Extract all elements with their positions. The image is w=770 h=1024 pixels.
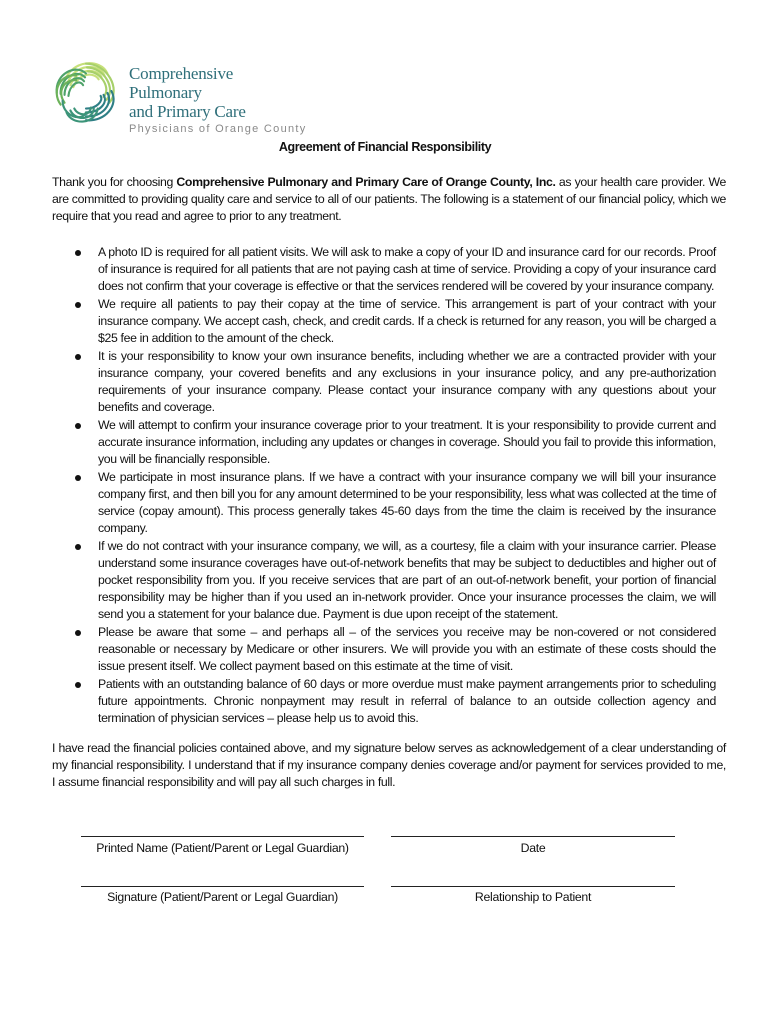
- policy-text: It is your responsibility to know your own insurance benefits, including whether we are a contracted provider with your insurance company, your covered benefits and any exclusions in your insurance policy, and any pre-authorization requirements of your insurance company. Please contact your insurance company with any questions about your benefits and coverage.: [98, 349, 716, 414]
- date-label: Date: [520, 841, 546, 855]
- intro-paragraph: [52, 174, 726, 225]
- practice-legal-name: Comprehensive Pulmonary and Primary Care of Orange County, Inc.: [176, 175, 556, 189]
- policy-list: [52, 244, 716, 728]
- relationship-line[interactable]: [391, 886, 675, 887]
- signature-line[interactable]: [81, 886, 364, 887]
- acknowledgement-paragraph: I have read the financial policies contained above, and my signature below serves as acknowledgement of a clear understanding of my financial responsibility. I understand that if my insurance company denies coverage and/or payment for services provided to me, I assume financial responsibility and will pay all such charges in full.: [52, 741, 726, 789]
- policy-item: [52, 296, 716, 347]
- relationship-label: Relationship to Patient: [474, 890, 592, 904]
- policy-text: Please be aware that some – and perhaps all – of the services you receive may be non-covered or not considered reasonable or necessary by Medicare or other insurers. We will provide you with an estimate of these costs should the issue present itself. We collect payment based on this estimate at the time of visit.: [98, 625, 716, 673]
- intro-suffix: as your health care provider. We are committed to providing quality care and service to all of our patients. The following is a statement of our financial policy, which we require that you read and agree to prior to any treatment.: [52, 175, 727, 223]
- policy-text: A photo ID is required for all patient visits. We will ask to make a copy of your ID and insurance card for our records. Proof of insurance is required for all patients that are not paying cash at time of service. Providing a copy of your insurance card does not confirm that your coverage is effective or that the services rendered will be covered by your insurance company.: [98, 245, 716, 293]
- date-line[interactable]: [391, 836, 675, 837]
- policy-text: We require all patients to pay their copay at the time of service. This arrangement is part of your contract with your insurance company. We accept cash, check, and credit cards. If a check is returned for any reason, you will be charged a $25 fee in addition to the amount of the check.: [98, 297, 716, 345]
- policy-text: Patients with an outstanding balance of 60 days or more overdue must make payment arrangements prior to scheduling future appointments. Chronic nonpayment may result in referral of balance to an outside collection agency and termination of physician services – please help us to avoid this.: [98, 677, 716, 725]
- bullet-icon: [75, 423, 81, 429]
- bullet-icon: [75, 250, 81, 256]
- policy-item: [52, 244, 716, 295]
- document-title: Agreement of Financial Responsibility: [278, 140, 492, 154]
- bullet-icon: [75, 302, 81, 308]
- bullet-icon: [75, 682, 81, 688]
- woven-knot-logo-icon: [47, 52, 125, 130]
- bullet-icon: [75, 544, 81, 550]
- policy-text: If we do not contract with your insurance company, we will, as a courtesy, file a claim with your insurance carrier. Please understand some insurance coverages have out-of-network benefits that may be subject to deductibles and higher out of pocket responsibility from you. If you receive services that are part of an out-of-network benefit, your portion of financial responsibility may be higher than if you used an in-network provider. Once your insurance processes the claim, we will send you a statement for your balance due. Payment is due upon receipt of the statement.: [98, 539, 716, 621]
- policy-item: [52, 417, 716, 468]
- printed-name-line[interactable]: [81, 836, 364, 837]
- bullet-icon: [75, 354, 81, 360]
- practice-tagline: Physicians of Orange County: [129, 123, 307, 135]
- policy-text: We participate in most insurance plans. If we have a contract with your insurance company we will bill your insurance company first, and then bill you for any amount determined to be your responsibility, less what was collected at the time of service (copay amount). This process generally takes 45-60 days from the time the claim is received by the insurance company.: [98, 470, 717, 535]
- policy-item: [52, 469, 716, 537]
- policy-item: [52, 676, 716, 727]
- policy-item: [52, 348, 716, 416]
- printed-name-label: Printed Name (Patient/Parent or Legal Guardian): [96, 841, 349, 855]
- intro-prefix: Thank you for choosing: [52, 175, 177, 189]
- practice-name-line1: Comprehensive Pulmonary: [129, 64, 234, 102]
- practice-logo: [47, 52, 307, 135]
- policy-item: [52, 624, 716, 675]
- practice-name-line2: and Primary Care: [129, 102, 246, 121]
- policy-text: We will attempt to confirm your insurance coverage prior to your treatment. It is your responsibility to provide current and accurate insurance information, including any updates or changes in coverage. Should you fail to provide this information, you will be financially responsible.: [98, 418, 716, 466]
- policy-item: [52, 538, 716, 623]
- bullet-icon: [75, 630, 81, 636]
- bullet-icon: [75, 475, 81, 481]
- signature-label: Signature (Patient/Parent or Legal Guardian): [107, 890, 338, 904]
